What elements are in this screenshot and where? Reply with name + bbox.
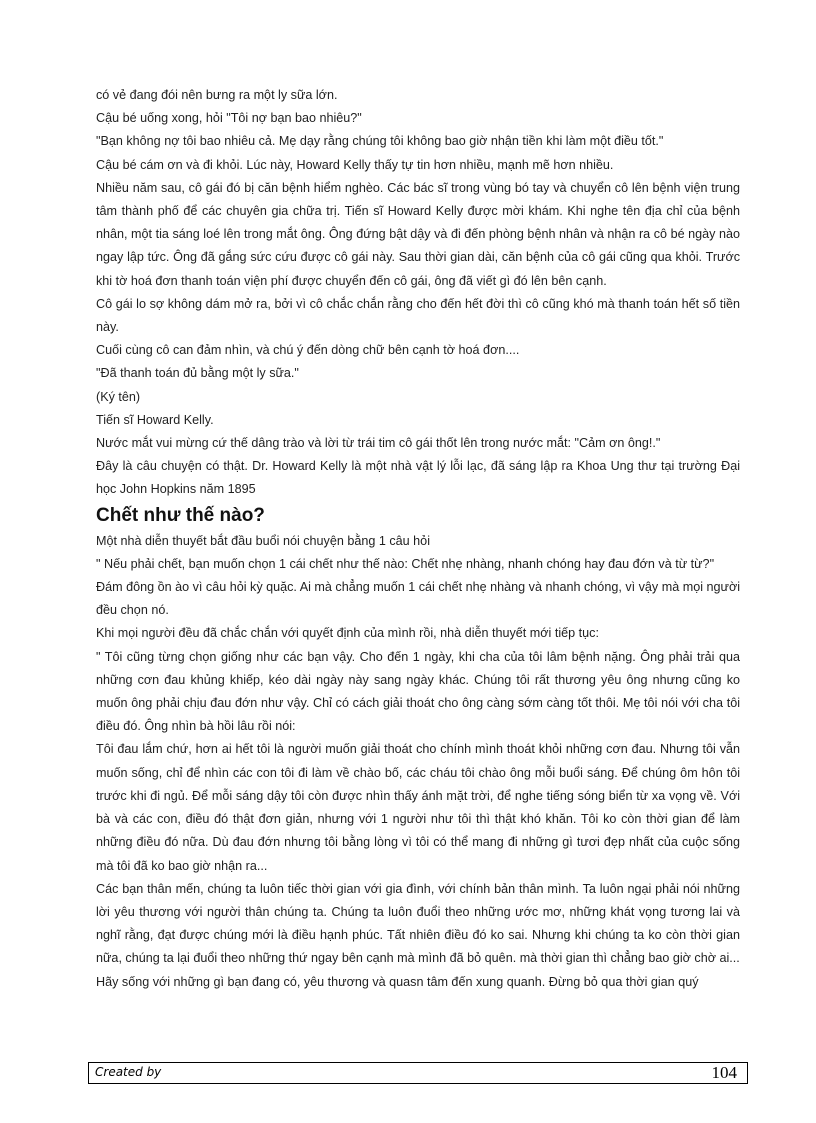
- paragraph: " Tôi cũng từng chọn giống như các bạn vậy. Cho đến 1 ngày, khi cha của tôi lâm bệnh nặng. Ông phải trải qua những cơn đau khủng khiếp, kéo dài ngày này sang ngày khác. Chúng tôi rất thương yêu ông nhưng cũng ko muốn ông phải chịu đau đớn như vậy. Chỉ có cách giải thoát cho ông càng sớm càng tốt thôi. Mẹ tôi nói với cha tôi điều đó. Ông nhìn bà hồi lâu rồi nói:: [96, 649, 740, 734]
- page-number: 104: [711, 1063, 737, 1082]
- paragraph: " Nếu phải chết, bạn muốn chọn 1 cái chết như thế nào: Chết nhẹ nhàng, nhanh chóng hay đau đớn và từ từ?": [96, 556, 715, 571]
- paragraph: Hãy sống với những gì bạn đang có, yêu thương và quasn tâm đến xung quanh. Đừng bỏ qua thời gian quý: [96, 974, 699, 989]
- paragraph: Cô gái lo sợ không dám mở ra, bởi vì cô chắc chắn rằng cho đến hết đời thì cô cũng khó mà thanh toán hết số tiền này.: [96, 296, 740, 335]
- paragraph: Cuối cùng cô can đảm nhìn, và chú ý đến dòng chữ bên cạnh tờ hoá đơn....: [96, 343, 520, 358]
- page-footer: [88, 1062, 748, 1084]
- paragraph: Cậu bé cám ơn và đi khỏi. Lúc này, Howard Kelly thấy tự tin hơn nhiều, mạnh mẽ hơn nhiều.: [96, 157, 614, 172]
- paragraph: Đây là câu chuyện có thật. Dr. Howard Kelly là một nhà vật lý lỗi lạc, đã sáng lập ra Khoa Ung thư tại trường Đại học John Hopkins năm 1895: [96, 459, 740, 497]
- paragraph: Khi mọi người đều đã chắc chắn với quyết định của mình rồi, nhà diễn thuyết mới tiếp tục:: [96, 626, 599, 641]
- story-section: [96, 84, 740, 502]
- paragraph: Tiến sĩ Howard Kelly.: [96, 412, 214, 427]
- section-heading: Chết như thế nào?: [96, 504, 265, 526]
- essay-section: [96, 530, 740, 994]
- paragraph: Nhiều năm sau, cô gái đó bị căn bệnh hiểm nghèo. Các bác sĩ trong vùng bó tay và chuyển cô lên bệnh viện trung tâm thành phố để các chuyên gia chữa trị. Tiến sĩ Howard Kelly được mời khám. Khi nghe tên địa chỉ của bệnh nhân, một tia sáng loé lên trong mắt ông. Ông đứng bật dậy và đi đến phòng bệnh nhân và nhận ra cô bé ngày nào ngay lập tức. Ông đã gắng sức cứu được cô gái này. Sau thời gian dài, căn bệnh của cô gái cũng qua khỏi. Trước khi tờ hoá đơn thanh toán viện phí được chuyển đến cô gái, ông đã viết gì đó lên bên cạnh.: [96, 180, 740, 288]
- document-body: [96, 84, 740, 994]
- paragraph: (Ký tên): [96, 389, 141, 404]
- paragraph: Nước mắt vui mừng cứ thế dâng trào và lời từ trái tim cô gái thốt lên trong nước mắt: "Cảm ơn ông!.": [96, 436, 661, 451]
- paragraph: Một nhà diễn thuyết bắt đầu buổi nói chuyện bằng 1 câu hỏi: [96, 533, 430, 548]
- paragraph: có vẻ đang đói nên bưng ra một ly sữa lớn.: [96, 88, 338, 102]
- paragraph: Đám đông ồn ào vì câu hỏi kỳ quặc. Ai mà chẳng muốn 1 cái chết nhẹ nhàng và nhanh chóng, vì vậy mà mọi người đều chọn nó.: [96, 580, 740, 618]
- paragraph: "Bạn không nợ tôi bao nhiêu cả. Mẹ dạy rằng chúng tôi không bao giờ nhận tiền khi làm một điều tốt.": [96, 134, 664, 149]
- paragraph: Cậu bé uống xong, hỏi "Tôi nợ bạn bao nhiêu?": [96, 111, 362, 126]
- footer-credit: Created by: [95, 1065, 162, 1079]
- paragraph: "Đã thanh toán đủ bằng một ly sữa.": [96, 366, 299, 381]
- paragraph: Tôi đau lắm chứ, hơn ai hết tôi là người muốn giải thoát cho chính mình thoát khỏi những cơn đau. Nhưng tôi vẫn muốn sống, chỉ để nhìn các con tôi đi làm về chào bố, các cháu tôi chào ông mỗi buổi sáng. Để chúng ôm hôn tôi trước khi đi ngủ. Để mỗi sáng dậy tôi còn được nhìn thấy ánh mặt trời, để nghe tiếng sóng biển từ xa vọng về. Với bà và các con, điều đó thật đơn giản, nhưng với 1 người như tôi thì thật khó khăn. Tôi ko còn thời gian để làm những điều đó nữa. Dù đau đớn nhưng tôi bằng lòng vì tôi có thể mang đi những gì tươi đẹp nhất của cuộc sống mà tôi đã ko bao giờ nhận ra...: [96, 742, 740, 873]
- paragraph: Các bạn thân mến, chúng ta luôn tiếc thời gian với gia đình, với chính bản thân mình. Ta luôn ngại phải nói những lời yêu thương với người thân chúng ta. Chúng ta luôn đuổi theo những ước mơ, những khát vọng tương lai và nghĩ rằng, đạt được chúng mới là điều hạnh phúc. Tất nhiên điều đó ko sai. Nhưng khi chúng ta ko còn thời gian nữa, chúng ta lại đuổi theo những thứ ngay bên cạnh mà mình đã bỏ quên. mà thời gian thì chẳng bao giờ chờ ai...: [96, 881, 740, 966]
